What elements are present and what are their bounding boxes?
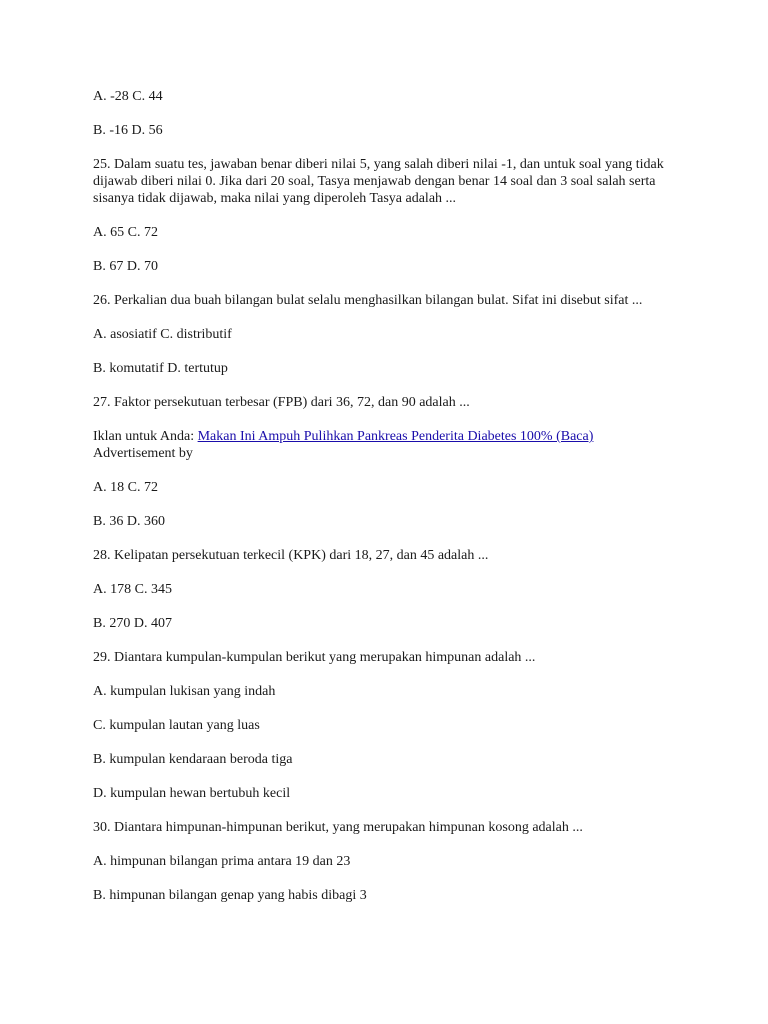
question-26: 26. Perkalian dua buah bilangan bulat selalu menghasilkan bilangan bulat. Sifat ini disebut sifat ... [93,293,643,308]
ad-prefix: Iklan untuk Anda: [93,429,198,444]
answer-options-line: A. -28 C. 44 [93,89,163,104]
question-27: 27. Faktor persekutuan terbesar (FPB) dari 36, 72, dan 90 adalah ... [93,395,470,410]
question-29-option-a: A. kumpulan lukisan yang indah [93,684,276,699]
question-25: 25. Dalam suatu tes, jawaban benar diberi nilai 5, yang salah diberi nilai -1, dan untuk soal yang tidak dijawab diberi nilai 0. Jika dari 20 soal, Tasya menjawab dengan benar 14 soal dan 3 soal salah serta sisanya tidak dijawab, maka nilai yang diperoleh Tasya adalah ... [93,157,664,206]
question-25-options-b: B. 67 D. 70 [93,259,158,274]
question-28-options-b: B. 270 D. 407 [93,616,172,631]
question-30: 30. Diantara himpunan-himpunan berikut, yang merupakan himpunan kosong adalah ... [93,820,583,835]
question-29: 29. Diantara kumpulan-kumpulan berikut yang merupakan himpunan adalah ... [93,650,536,665]
question-27-options-b: B. 36 D. 360 [93,514,165,529]
answer-options-line: B. -16 D. 56 [93,123,163,138]
question-29-option-c: C. kumpulan lautan yang luas [93,718,260,733]
advertisement-block [93,428,673,462]
ad-link[interactable]: Makan Ini Ampuh Pulihkan Pankreas Penderita Diabetes 100% (Baca) [197,429,594,444]
question-28: 28. Kelipatan persekutuan terkecil (KPK) dari 18, 27, dan 45 adalah ... [93,548,489,563]
question-29-option-d: D. kumpulan hewan bertubuh kecil [93,786,291,801]
question-29-option-b: B. kumpulan kendaraan beroda tiga [93,752,293,767]
question-26-options-a: A. asosiatif C. distributif [93,327,232,342]
ad-footer: Advertisement by [93,446,193,461]
question-25-options-a: A. 65 C. 72 [93,225,158,240]
question-28-options-a: A. 178 C. 345 [93,582,172,597]
question-27-options-a: A. 18 C. 72 [93,480,158,495]
question-26-options-b: B. komutatif D. tertutup [93,361,228,376]
question-30-option-b: B. himpunan bilangan genap yang habis dibagi 3 [93,888,367,903]
question-30-option-a: A. himpunan bilangan prima antara 19 dan 23 [93,854,351,869]
document-body [93,88,673,921]
